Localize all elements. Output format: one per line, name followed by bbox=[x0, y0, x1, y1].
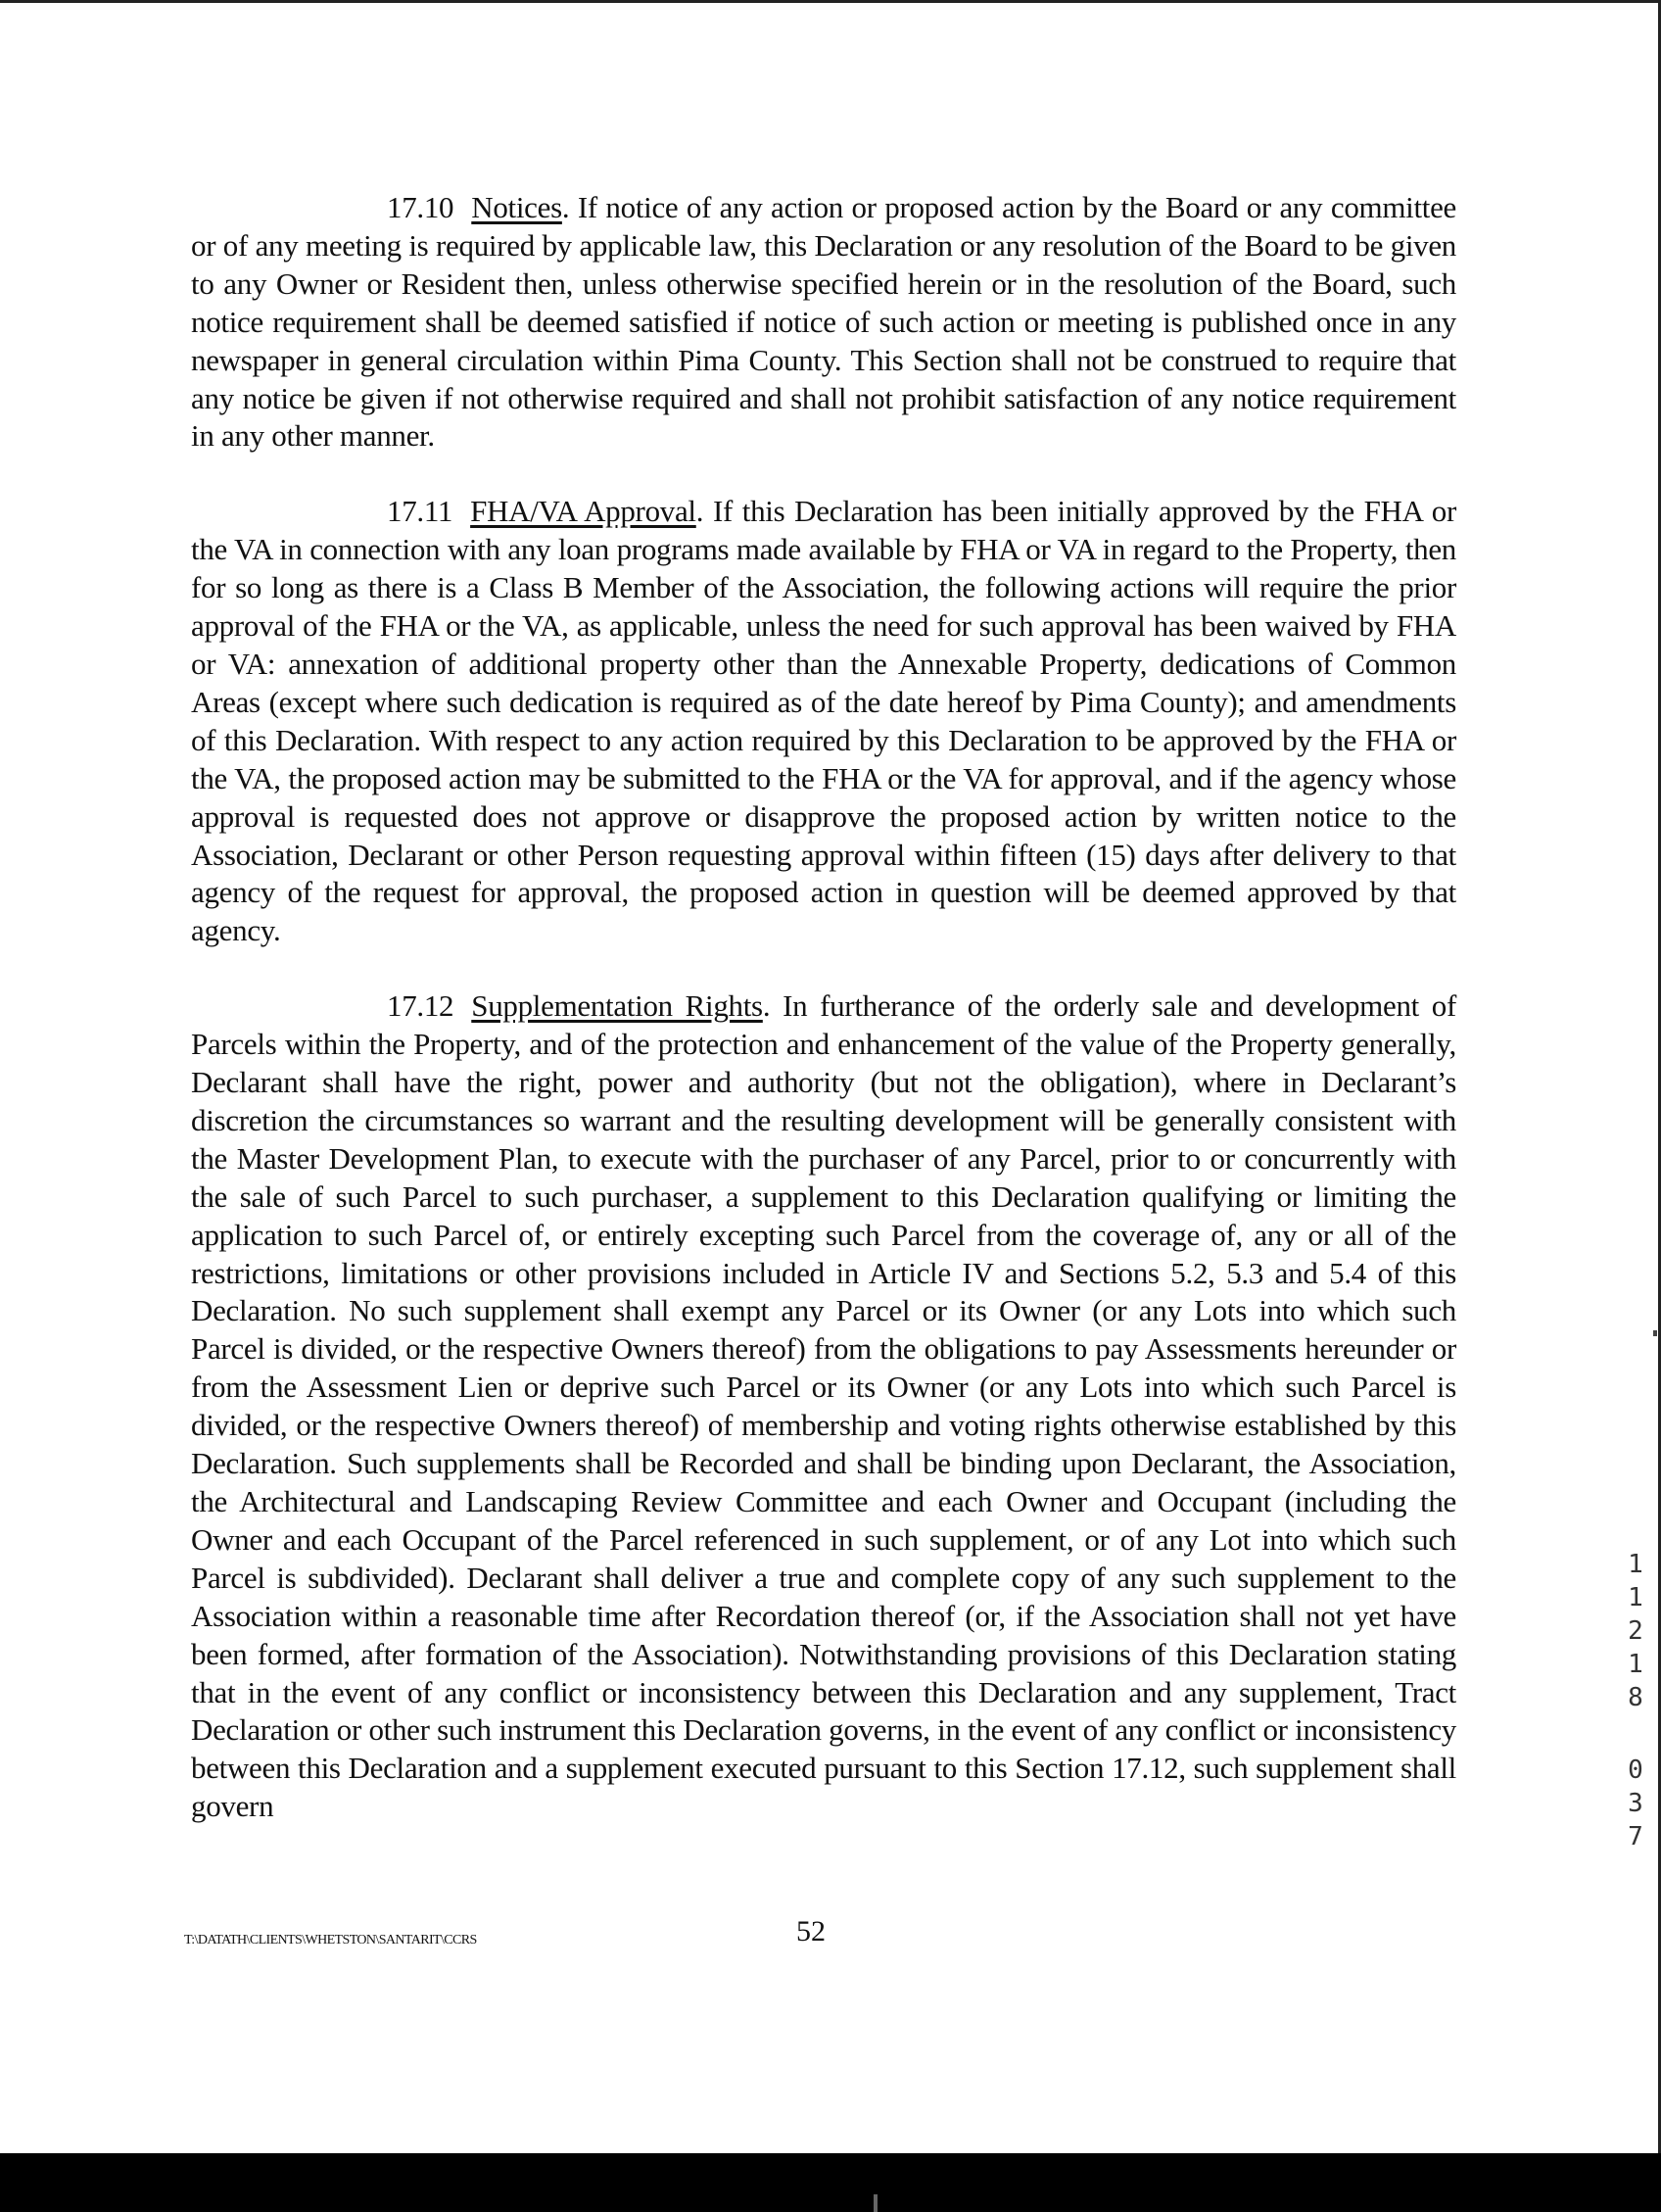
recording-digit: 8 bbox=[1628, 1683, 1643, 1712]
scan-border-top bbox=[0, 0, 1661, 3]
section-number: 17.12 bbox=[387, 988, 454, 1024]
scan-notch bbox=[874, 2194, 878, 2212]
recording-digit: 7 bbox=[1628, 1822, 1643, 1851]
section-text: If this Declaration has been initially approved by the FHA or the VA in connection with any loan programs made available by FHA or VA in regard to the Property, then for so long as there is a Class B Member of the Association, the following actions will require the prior approval of the FHA or the VA, as applicable, unless the need for such approval has been waived by FHA or VA: annexation of additional property other than the Annexable Property, dedications of Common Areas (except where such dedication is required as of the date hereof by Pima County); and amendments of this Declaration. With respect to any action required by this Declaration to be approved by the FHA or the VA, the proposed action may be submitted to the FHA or the VA for approval, and if the agency whose approval is requested does not approve or disapprove the proposed action by written notice to the Association, Declarant or other Person requesting approval within fifteen (15) days after delivery to that agency of the request for approval, the proposed action in question will be deemed approved by that agency. bbox=[191, 494, 1457, 948]
document-body bbox=[191, 189, 1456, 1863]
recording-number bbox=[1626, 1548, 1645, 1853]
section-17-10 bbox=[191, 189, 1456, 456]
section-text: In furtherance of the orderly sale and development of Parcels within the Property, and of the protection and enhancement of the value of the Property generally, Declarant shall have the right, power and authority (but not the obligation), where in Declarant’s discretion the circumstances so warrant and the resulting development will be generally consistent with the Master Development Plan, to execute with the purchaser of any Parcel, prior to or concurrently with the sale of such Parcel to such purchaser, a supplement to this Declaration qualifying or limiting the application to such Parcel of, or entirely excepting such Parcel from the coverage of, any or all of the restrictions, limitations or other provisions included in Article IV and Sections 5.2, 5.3 and 5.4 of this Declaration. No such supplement shall exempt any Parcel or its Owner (or any Lots into which such Parcel is divided, or the respective Owners thereof) from the obligations to pay Assessments hereunder or from the Assessment Lien or deprive such Parcel or its Owner (or any Lots into which such Parcel is divided, or the respective Owners thereof) of membership and voting rights otherwise established by this Declaration. Such supplements shall be Recorded and shall be binding upon Declarant, the Association, the Architectural and Landscaping Review Committee and each Owner and Occupant (including the Owner and each Occupant of the Parcel referenced in such supplement, or of any Lot into which such Parcel is subdivided). Declarant shall deliver a true and complete copy of any such supplement to the Association within a reasonable time after Recordation thereof (or, if the Association shall not yet have been formed, after formation of the Association). Notwithstanding provisions of this Declaration stating that in the event of any conflict or inconsistency between this Declaration and any supplement, Tract Declaration or other such instrument this Declaration governs, in the event of any conflict or inconsistency between this Declaration and a supplement executed pursuant to this Section 17.12, such supplement shall govern bbox=[191, 988, 1456, 1824]
section-heading: FHA/VA Approval bbox=[470, 494, 696, 529]
section-heading: Supplementation Rights bbox=[471, 988, 763, 1024]
recording-digit: 1 bbox=[1628, 1650, 1643, 1679]
scan-speck bbox=[1653, 1330, 1657, 1336]
recording-digit: 3 bbox=[1628, 1789, 1643, 1818]
recording-digit: 1 bbox=[1628, 1583, 1643, 1612]
section-number: 17.10 bbox=[387, 190, 454, 224]
page-number: 52 bbox=[796, 1915, 826, 1948]
footer-file-path: T:\DATATH\CLIENTS\WHETSTON\SANTARIT\CCRS bbox=[184, 1933, 477, 1948]
heading-period: . bbox=[695, 494, 704, 529]
section-number: 17.11 bbox=[387, 494, 453, 529]
scan-border-bottom bbox=[0, 2153, 1661, 2212]
heading-period: . bbox=[762, 988, 771, 1024]
section-17-12 bbox=[191, 987, 1456, 1826]
recording-digit: 0 bbox=[1628, 1755, 1643, 1785]
recording-digit: 2 bbox=[1628, 1616, 1643, 1646]
section-17-11 bbox=[191, 493, 1456, 950]
heading-period: . bbox=[561, 190, 570, 224]
section-text: If notice of any action or proposed action by the Board or any committee or of any meeting is required by applicable law, this Declaration or any resolution of the Board to be given to any Owner or Resident then, unless otherwise specified herein or in the resolution of the Board, such notice requirement shall be deemed satisfied if notice of such action or meeting is published once in any newspaper in general circulation within Pima County. This Section shall not be construed to require that any notice be given if not otherwise required and shall not prohibit satisfaction of any notice requirement in any other manner. bbox=[191, 190, 1456, 454]
recording-digit: 1 bbox=[1628, 1550, 1643, 1579]
section-heading: Notices bbox=[471, 190, 562, 224]
